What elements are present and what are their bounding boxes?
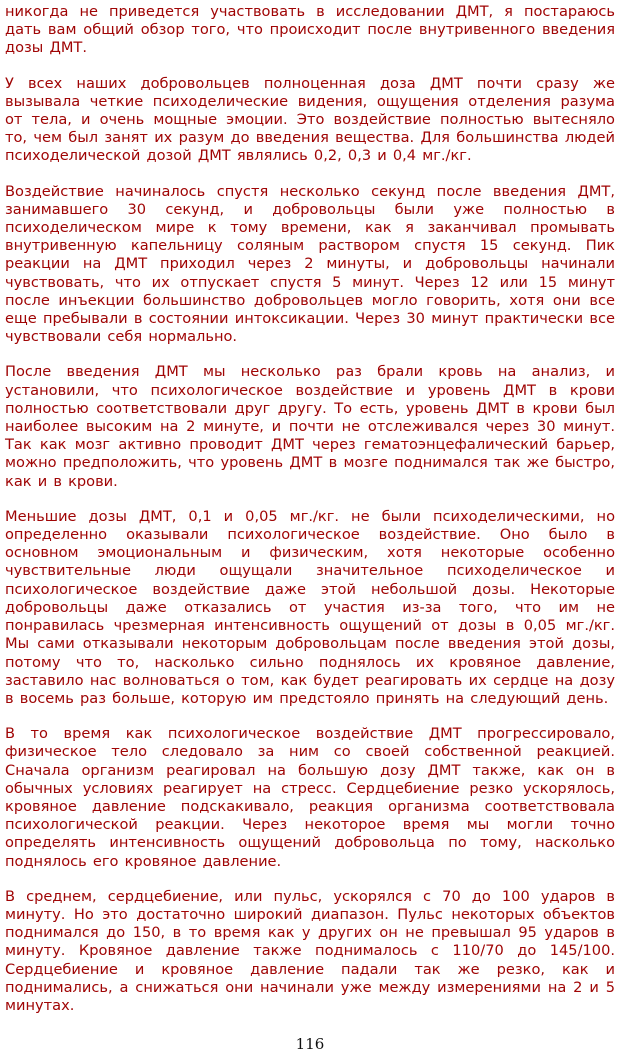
page-number: 116 — [295, 1035, 325, 1054]
body-paragraph: После введения ДМТ мы несколько раз брали кровь на анализ, и установили, что психологическое воздействие и уровень ДМТ в крови полностью соответствовали друг другу. То есть, уровень ДМТ в крови был наиболее высоким на 2 минуте, и почти не отслеживался через 30 минут. Так как мозг активно проводит ДМТ через гематоэнцефалический барьер, можно предположить, что уровень ДМТ в мозге поднимался так же быстро, как и в крови. — [5, 363, 615, 490]
body-paragraph: В то время как психологическое воздействие ДМТ прогрессировало, физическое тело следовало за ним со своей собственной реакцией. Сначала организм реагировал на большую дозу ДМТ также, как он в обычных условиях реагирует на стресс. Сердцебиение резко ускорялось, кровяное давление подскакивало, реакция организма соответствовала психологической реакции. Через некоторое время мы могли точно определять интенсивность ощущений добровольца по тому, насколько поднялось его кровяное давление. — [5, 725, 615, 870]
body-paragraph: никогда не приведется участвовать в исследовании ДМТ, я постараюсь дать вам общий обзор того, что происходит после внутривенного введения дозы ДМТ. — [5, 3, 615, 57]
body-paragraph: В среднем, сердцебиение, или пульс, ускорялся с 70 до 100 ударов в минуту. Но это достаточно широкий диапазон. Пульс некоторых объектов поднимался до 150, в то время как у других он не превышал 95 ударов в минуту. Кровяное давление также поднималось с 110/70 до 145/100. Сердцебиение и кровяное давление падали так же резко, как и поднимались, а снижаться они начинали уже между измерениями на 2 и 5 минутах. — [5, 887, 615, 1014]
body-paragraph: Воздействие начиналось спустя несколько секунд после введения ДМТ, занимавшего 30 секунд, и добровольцы были уже полностью в психоделическом мире к тому времени, как я заканчивал промывать внутривенную капельницу соляным раствором спустя 15 секунд. Пик реакции на ДМТ приходил через 2 минуты, и добровольцы начинали чувствовать, что их отпускает спустя 5 минут. Через 12 или 15 минут после инъекции большинство добровольцев могло говорить, хотя они все еще пребывали в состоянии интоксикации. Через 30 минут практически все чувствовали себя нормально. — [5, 182, 615, 346]
body-paragraph: Меньшие дозы ДМТ, 0,1 и 0,05 мг./кг. не были психоделическими, но определенно оказывали психологическое воздействие. Оно было в основном эмоциональным и физическим, хотя некоторые особенно чувствительные люди ощущали значительное психоделическое и психологическое воздействие даже этой небольшой дозы. Некоторые добровольцы даже отказались от участия из-за того, что им не понравилась чрезмерная интенсивность ощущений от дозы в 0,05 мг./кг. Мы сами отказывали некоторым добровольцам после введения этой дозы, потому что то, насколько сильно поднялось их кровяное давление, заставило нас волноваться о том, как будет реагировать их сердце на дозу в восемь раз больше, которую им предстояло принять на следующий день. — [5, 507, 615, 707]
page-footer — [0, 1032, 620, 1063]
body-paragraph: У всех наших добровольцев полноценная доза ДМТ почти сразу же вызывала четкие психоделические видения, ощущения отделения разума от тела, и очень мощные эмоции. Это воздействие полностью вытесняло то, чем был занят их разум до введения вещества. Для большинства людей психоделической дозой ДМТ являлись 0,2, 0,3 и 0,4 мг./кг. — [5, 74, 615, 165]
